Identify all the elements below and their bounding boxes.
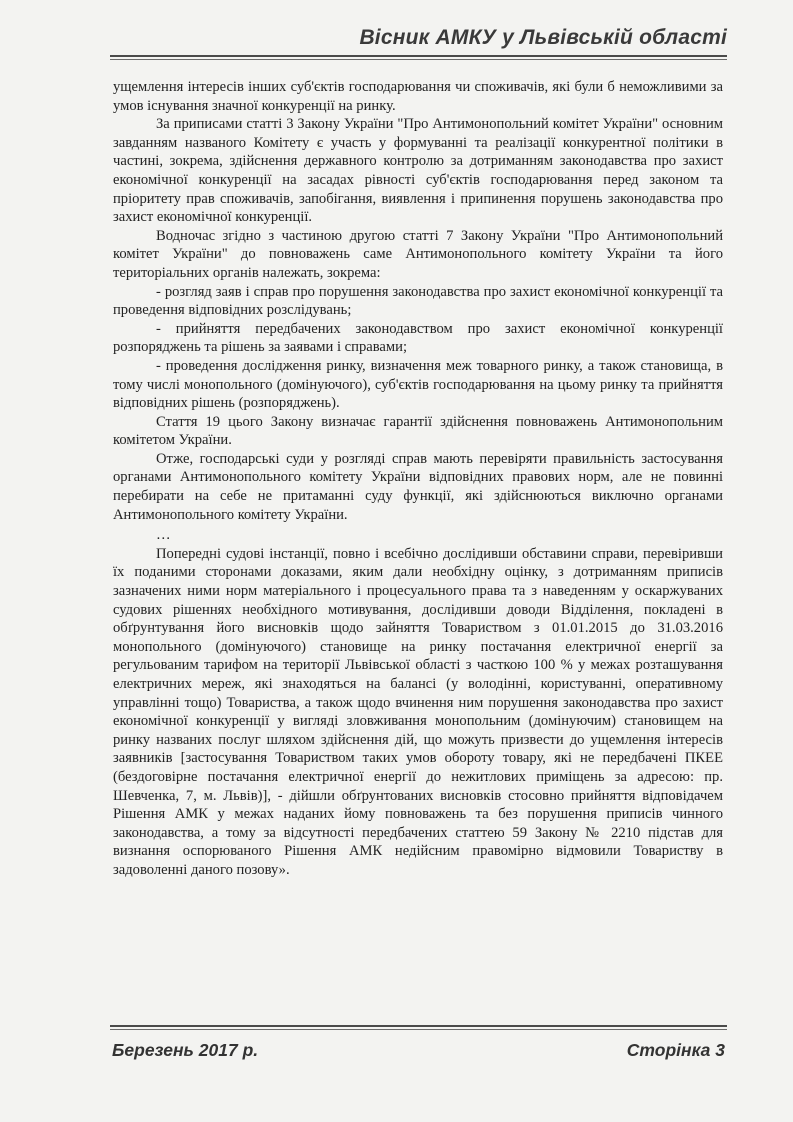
paragraph: Отже, господарські суди у розгляді справ мають перевіряти правильність застосування органами Антимонопольного комітету України відповідних правових норм, але не повинні перебирати на себе не притаманні суду функції, які здійснюються виключно органами Антимонопольного комітету України. [113, 450, 723, 523]
paragraph: ущемлення інтересів інших суб'єктів господарювання чи споживачів, які були б неможливими за умов існування значної конкуренції на ринку. [113, 79, 723, 114]
header-divider [110, 55, 727, 60]
page-number: Сторінка 3 [626, 1040, 725, 1060]
paragraph: Попередні судові інстанції, повно і всебічно дослідивши обставини справи, перевіривши їх поданими сторонами доказами, яким дали необхідну оцінку, з дотриманням приписів зазначених ними норм матеріального і процесуального права та з наведенням у оскаржуваних судових рішеннях необхідного мотивування, дослідивши доводи Відділення, покладені в обґрунтування його висновків щодо зайняття Товариством з 01.01.2015 до 31.03.2016 монопольного (домінуючого) становище на ринку постачання електричної енергії за регульованим тарифом на території Львівської області з часткою 100 % у межах розташування електричних мереж, які знаходяться на балансі (у володінні, користуванні, оперативному управлінні тощо) Товариства, а також щодо вчинення ним порушення законодавства про захист економічної конкуренції у вигляді зловживання монопольним (домінуючим) становищем на ринку названих послуг шляхом здійснення дій, що можуть призвести до ущемлення інтересів заявників [застосування Товариством таких умов обороту товару, які не передбачені ПКЕЕ (бездоговірне постачання електричної енергії до нежитлових приміщень за адресою: пр. Шевченка, 7, м. Львів)], - дійшли обґрунтованих висновків стосовно прийняття відповідачем Рішення АМК у межах наданих йому повноважень та без порушення приписів чинного законодавства, а тому за відсутності передбачених статтею 59 Закону № 2210 підстав для визнання оспорюваного Рішення АМК недійсним правомірно відмовили Товариству в задоволенні даного позову». [113, 545, 723, 878]
omission-mark: … [156, 527, 171, 544]
paragraph: Водночас згідно з частиною другою статті 7 Закону України "Про Антимонопольний комітет України" до повноважень саме Антимонопольного комітету України та його територіальних органів належать, зокрема: [113, 227, 723, 281]
publication-title: Вісник АМКУ у Львівській області [359, 26, 727, 49]
paragraph: За приписами статті 3 Закону України "Про Антимонопольний комітет України" основним завданням названого Комітету є участь у формуванні та реалізації конкурентної політики в частині, зокрема, здійснення державного контролю за дотриманням законодавства про захист економічної конкуренції на засадах рівності суб'єктів господарювання перед законом та пріоритету прав споживачів, запобігання, виявлення і припинення порушень законодавства про захист економічної конкуренції. [113, 116, 723, 226]
list-item: - розгляд заяв і справ про порушення законодавства про захист економічної конкуренції та проведення відповідних розслідувань; [113, 283, 723, 319]
list-item: - прийняття передбачених законодавством про захист економічної конкуренції розпоряджень та рішень за заявами і справами; [113, 320, 723, 356]
footer-divider [110, 1025, 727, 1030]
paragraph: Стаття 19 цього Закону визначає гарантії здійснення повноважень Антимонопольним комітетом України. [113, 413, 723, 449]
issue-date: Березень 2017 р. [112, 1040, 259, 1060]
article-body [113, 78, 723, 880]
list-item: - проведення дослідження ринку, визначення меж товарного ринку, а також становища, в тому числі монопольного (домінуючого), суб'єктів господарювання на цьому ринку та прийняття відповідних рішень (розпоряджень). [113, 357, 723, 412]
